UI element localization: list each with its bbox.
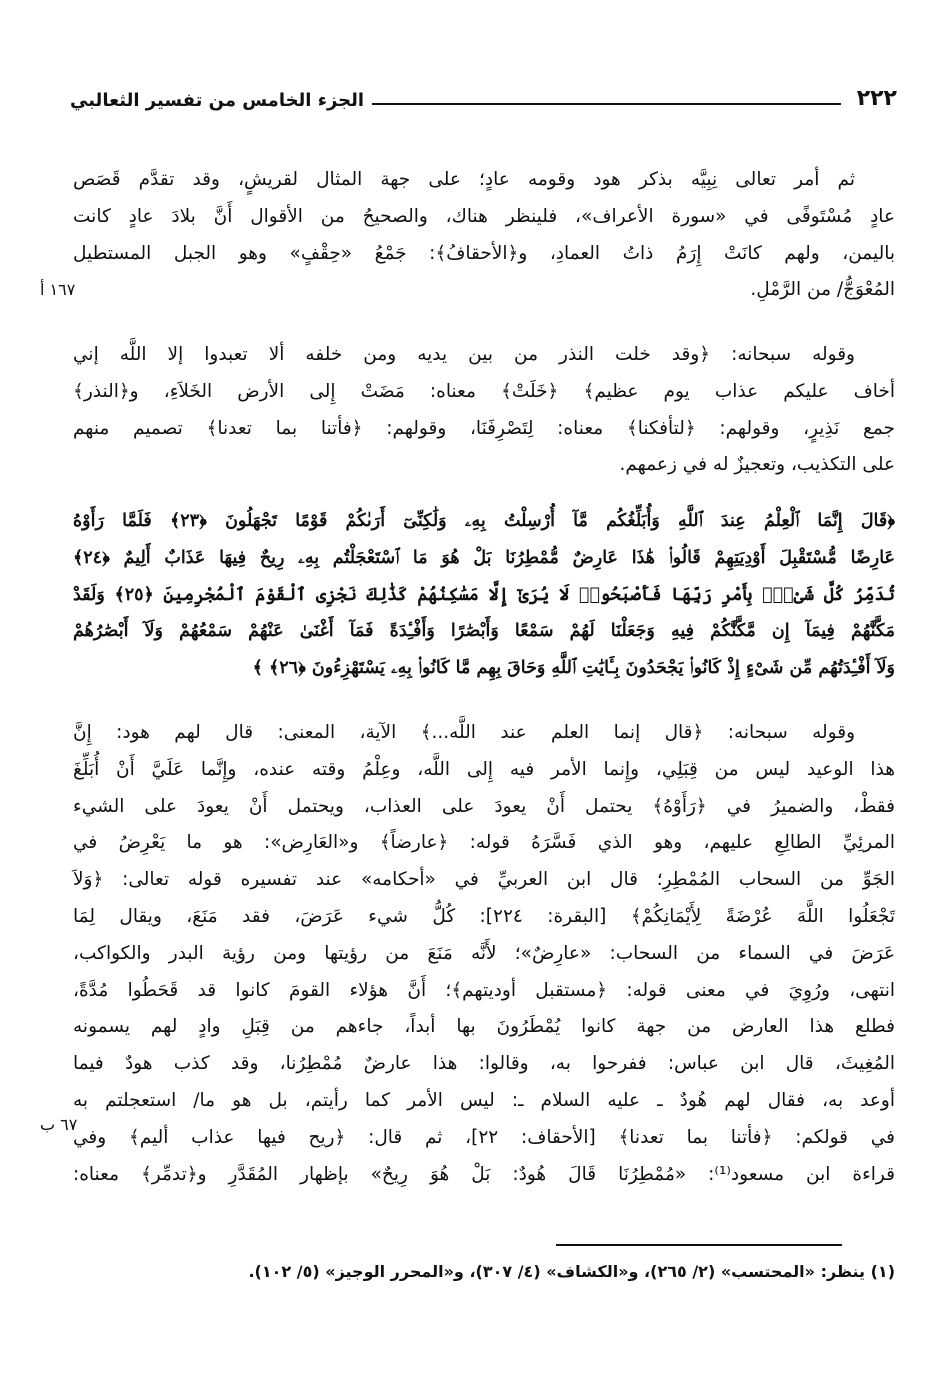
text-line: وقوله سبحانه: ﴿وقد خلت النذر من بين يديه ومن خلفه ألا تعبدوا إلا اللَّه إني <box>73 344 855 365</box>
verse-line: وَلَآ أَفْـِٔدَتُهُم مِّن شَىْءٍ إِذْ كَانُوا۟ يَجْحَدُونَ بِـَٔايَٰتِ ٱللَّهِ وَحَاقَ بِهِم مَّا كَانُوا۟ بِهِۦ يَسْتَهْزِءُونَ ﴿٢٦﴾ ﴾ <box>252 658 895 679</box>
text-line: على التكذيب، وتعجيزٌ له في زعمهم. <box>619 454 895 476</box>
text-line: عَرَضَ في السماء من السحاب: «عارِضٌ»؛ لأَنَّه مَنَعَ من رؤيتها ومن رؤية البدر والكواكب، <box>73 942 895 964</box>
text-line: عادٍ مُسْتَوفًى في «سورة الأعراف»، فلينظر هناك، والصحيحُ من الأقوال أَنَّ بلادَ عادٍ كانت <box>73 205 895 227</box>
text-line: المُغِيثَ، قال ابن عباس: ففرحوا به، وقالوا: هذا عارضٌ مُمْطِرُنا، وقد كذب هودٌ فيما <box>73 1053 895 1075</box>
paragraph <box>73 337 895 484</box>
footnote-rule <box>556 1244 842 1246</box>
text-line: أوعد به، فقال لهم هُودٌ ـ عليه السلام ـ: ليس الأمر كما رأيتم، بل هو ما/ استعجلتم به <box>73 1089 895 1111</box>
header-rule <box>372 103 841 105</box>
text-line: فطلع هذا العارض من جهة كانوا يُمْطَرُونَ بها أبداً، جاءهم من قِبَلِ وادٍ لهم يسمونه <box>73 1016 895 1038</box>
quran-verses-block <box>73 503 895 687</box>
running-title: الجزء الخامس من تفسير الثعالبي <box>70 90 365 111</box>
text-line: هذا الوعيد ليس من قِبَلِي، وإِنما الأمر فيه إِلى اللَّه، وعِلْمُ وقته عنده، وإِنَّما عَلَيَّ أَنْ أُبَلِّغَ <box>73 758 895 780</box>
margin-folio-note: ٦٧ ب <box>40 1115 78 1134</box>
text-line: تَجْعَلُوا اللَّهَ عُرْضَةً لِأَيْمَانِكُمْ﴾ [البقرة: ٢٢٤]: كُلُّ شيء عَرَضَ، فقد مَنَعَ، ويقال لِمَا <box>73 905 895 927</box>
text-line: وقوله سبحانه: ﴿قال إنما العلم عند اللَّه...﴾ الآية، المعنى: قال لهم هود: إِنَّ <box>73 722 855 743</box>
text-line: جمع نَذِيرٍ، وقولهم: ﴿لتأفكنا﴾ معناه: لِتَصْرِفَنَا، وقولهم: ﴿فأتنا بما تعدنا﴾ تصميم منهم <box>73 417 895 439</box>
text-line: في قولكم: ﴿فأتنا بما تعدنا﴾ [الأحقاف: ٢٢]، ثم قال: ﴿ريح فيها عذاب أليم﴾ وفي <box>73 1126 896 1148</box>
text-line: أخاف عليكم عذاب يوم عظيم﴾ ﴿خَلَتْ﴾ معناه: مَضَتْ إِلى الأرض الخَلاَءِ، و﴿النذر﴾ <box>73 380 895 402</box>
verse-line: عَارِضًا مُّسْتَقْبِلَ أَوْدِيَتِهِمْ قَالُوا۟ هَٰذَا عَارِضٌ مُّمْطِرُنَا بَلْ هُوَ مَا ٱسْتَعْجَلْتُم بِهِۦ رِيحٌ فِيهَا عَذَابٌ أَلِيمٌ ﴿٢٤﴾ <box>73 547 895 568</box>
verse-line: مَكَّنَّٰهُمْ فِيمَآ إِن مَّكَّنَّٰكُمْ فِيهِ وَجَعَلْنَا لَهُمْ سَمْعًا وَأَبْصَٰرًا وَأَفْـِٔدَةً فَمَآ أَغْنَىٰ عَنْهُمْ سَمْعُهُمْ وَلَآ أَبْصَٰرُهُمْ <box>73 621 895 642</box>
footnote: (١) ينظر: «المحتسب» (٢/ ٢٦٥)، و«الكشاف» (٤/ ٣٠٧)، و«المحرر الوجيز» (٥/ ١٠٢). <box>248 1262 895 1281</box>
text-line: باليمن، ولهم كانَتْ إِرَمُ ذاتُ العمادِ، و﴿الأحقافُ﴾: جَمْعُ «حِقْفٍ» وهو الجبل المستطيل <box>73 242 895 264</box>
text-line: قراءة ابن مسعود⁽¹⁾: «مُمْطِرُنَا قَالَ هُودٌ: بَلْ هُوَ رِيحٌ» بإظهار المُقَدَّرِ و﴿تدمِّر﴾ معناه: <box>73 1163 895 1185</box>
paragraph <box>73 715 895 1193</box>
margin-folio-note: ١٦٧ أ <box>40 280 76 299</box>
paragraph <box>73 162 895 309</box>
verse-line: ﴿قَالَ إِنَّمَا ٱلْعِلْمُ عِندَ ٱللَّهِ وَأُبَلِّغُكُم مَّآ أُرْسِلْتُ بِهِۦ وَلَٰكِنِّىٓ أَرَىٰكُمْ قَوْمًا تَجْهَلُونَ ﴿٢٣﴾ فَلَمَّا رَأَوْهُ <box>73 511 895 531</box>
text-line: المُعْوَجُّ/ من الرَّمْلِ. <box>750 279 895 301</box>
text-line: فقطْ، والضميرُ في ﴿رَأَوْهُ﴾ يحتمل أَنْ يعودَ على العذاب، ويحتمل أَنْ يعودَ على الشيء <box>73 795 895 817</box>
page-number: ٢٢٢ <box>856 86 897 111</box>
text-line: انتهى، ورُوِيَ في معنى قوله: ﴿مستقبل أوديتهم﴾؛ أَنَّ هؤلاء القومَ كانوا قد قَحَطُوا مُدَّةً، <box>73 979 895 1001</box>
verse-line: تُدَمِّرُ كُلَّ شَىْءٍۭ بِأَمْرِ رَبِّهَا فَأَصْبَحُوا۟ لَا يُرَىٰٓ إِلَّا مَسَٰكِنُهُمْ كَذَٰلِكَ نَجْزِى ٱلْقَوْمَ ٱلْمُجْرِمِينَ ﴿٢٥﴾ وَلَقَدْ <box>73 584 895 605</box>
text-line: المرئِيِّ الطالِعِ عليهم، وهو الذي فَسَّرَهُ قوله: ﴿عارضاً﴾ و«العَارِض»: هو ما يَعْرِضُ في <box>73 832 895 854</box>
text-line: الجَوِّ من السحاب المُمْطِرِ؛ قال ابن العربيِّ في «أحكامه» عند تفسيره قوله تعالى: ﴿وَلاَ <box>73 869 895 891</box>
text-line: ثم أمر تعالى نِبِيَّه بذكر هود وقومه عادٍ؛ على جهة المثال لقريشٍ، وقد تقدَّم قَصَص <box>73 169 855 190</box>
